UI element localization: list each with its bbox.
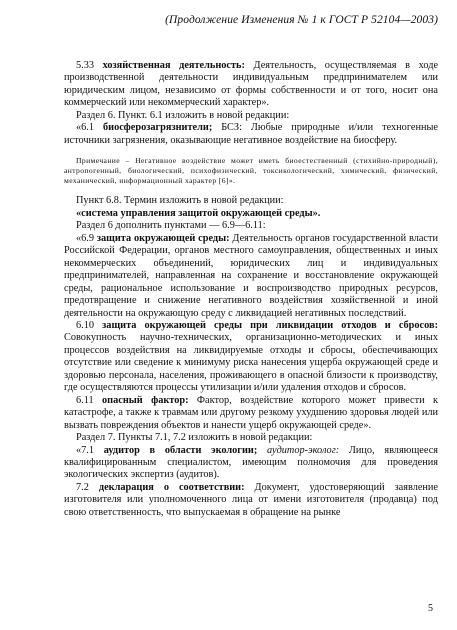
clause-number: 6.10 <box>76 319 103 331</box>
clause-number: «6.1 <box>76 122 103 134</box>
term: декларация о соответствии: <box>98 481 245 493</box>
clause-number: 6.11 <box>76 394 103 406</box>
paragraph-6-1 <box>64 122 438 147</box>
term: опасный фактор: <box>102 394 189 406</box>
running-header: (Продолжение Изменения № 1 к ГОСТ Р 52104—2003) <box>165 14 438 26</box>
definition-text: Деятельность органов государственной власти Российской Федерации, органов местного самоуправления, общественных и иных некоммерческих объединений, юридических лиц и индивидуальных предпринимателей, направленная на сохранение и восстановление окружающей среды, рациональное использование и воспроизводство природных ресурсов, предотвращение и снижение негативного воздействия хозяйственной и иной деятельности на окружающую среду с ликвидацией негативных последствий. <box>64 232 438 319</box>
clause-number: 5.33 <box>76 60 103 71</box>
term: защита окружающей среды: <box>96 232 230 244</box>
paragraph-6-8-term <box>64 208 438 220</box>
clause-number: «6.9 <box>76 232 97 244</box>
term: хозяйственная деятельность: <box>102 60 245 71</box>
definition-text: Деятельность, осуществляемая в ходе производственной деятельности индивидуальным предпринимателем или юридическим лицом, независимо от формы собственности и от того, носит она коммерческий или некоммерческий характер». <box>64 60 439 109</box>
term: «система управления защитой окружающей среды». <box>76 207 321 219</box>
term: защита окружающей среды при ликвидации отходов и сбросов: <box>102 319 439 331</box>
paragraph-5-33 <box>64 60 438 110</box>
paragraph-section7-instruction: Раздел 7. Пункты 7.1, 7.2 изложить в новой редакции: <box>76 432 313 444</box>
definition-text: БСЗ: Любые природные и/или техногенные источники загрязнения, оказывающие негативное воздействие на биосферу. <box>64 122 439 146</box>
paragraph-6-8-instruction: Пункт 6.8. Термин изложить в новой редакции: <box>76 195 284 207</box>
term: биосферозагрязнители; <box>102 122 213 134</box>
definition-text: Лицо, являющееся квалифицированным специалистом, имеющим полномочия для проведения экологических экспертиз (аудитов). <box>64 444 439 481</box>
document-body <box>64 60 438 519</box>
synonym-term: аудитор-эколог: <box>257 444 340 456</box>
paragraph-6-11 <box>64 395 438 432</box>
paragraph-7-1 <box>64 445 438 482</box>
paragraph-6-9 <box>64 233 438 320</box>
term: аудитор в области экологии; <box>103 444 258 456</box>
clause-number: 7.2 <box>76 481 99 493</box>
note-paragraph: Примечание – Негативное воздействие может иметь биоестественный (стихийно-природный), антропогенный, биологический, психофизический, токсикологический, химический, физический, механический, информационный характер [6]». <box>64 156 438 186</box>
definition-text: Фактор, воздействие которого может привести к катастрофе, а также к травмам или другому резкому ухудшению здоровья людей или вызвать повреждения объектов и нанести ущерб окружающей среде». <box>64 394 438 431</box>
page-number: 5 <box>428 603 433 614</box>
paragraph-6-10 <box>64 320 438 395</box>
definition-text: Совокупность научно-технических, организационно-методических и иных процессов воздействия на ликвидируемые отходы и сбросы, обеспечивающих отсутствие или сведение к минимуму риска нанесения ущерба окружающей среде и здоровью персонала, населения, проживающего в опасной близости к производству, где осуществляются процессы утилизации и/или удаления отходов и сбросов. <box>64 332 438 394</box>
paragraph-7-2 <box>64 482 438 519</box>
paragraph-section6-addition: Раздел 6 дополнить пунктами — 6.9—6.11: <box>76 220 266 232</box>
clause-number: «7.1 <box>76 444 104 456</box>
definition-text: Документ, удостоверяющий заявление изготовителя или уполномоченного лица от имени изготовителя (продавца) под свою ответственность, что выпускаемая в обращение на рынке <box>64 481 438 518</box>
paragraph-section6-instruction: Раздел 6. Пункт. 6.1 изложить в новой редакции: <box>76 109 290 121</box>
